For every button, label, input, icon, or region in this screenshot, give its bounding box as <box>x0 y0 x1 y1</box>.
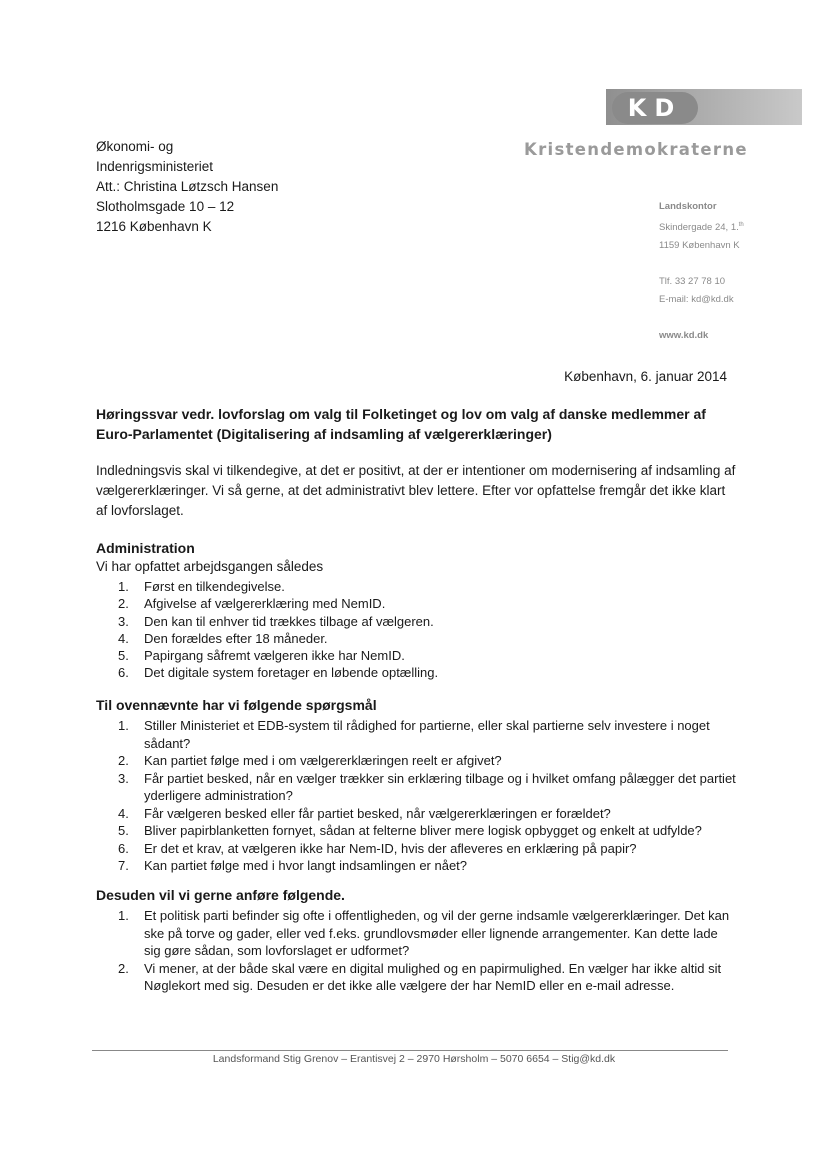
section-subtitle: Vi har opfattet arbejdsgangen således <box>96 559 324 574</box>
office-street: Skindergade 24, 1. <box>659 222 739 234</box>
office-web: www.kd.dk <box>659 330 709 342</box>
list-item: 1. Stiller Ministeriet et EDB-system til rådighed for partierne, eller skal partierne selv investere i noget sådant? <box>118 718 710 751</box>
list-item: 3. Den kan til enhver tid trækkes tilbage af vælgeren. <box>118 613 434 629</box>
list-item: 3. Får partiet besked, når en vælger trækker sin erklæring tilbage og i hvilket omfang pålægger det partiet yderligere administration? <box>118 770 736 803</box>
section-title-questions: Til ovennævnte har vi følgende spørgsmål <box>96 697 377 713</box>
list-item: 7. Kan partiet følge med i hvor langt indsamlingen er nået? <box>118 858 468 873</box>
office-city: 1159 København K <box>659 240 740 252</box>
office-phone: Tlf. 33 27 78 10 <box>659 276 726 288</box>
list-item: 5. Papirgang såfremt vælgeren ikke har NemID. <box>118 648 405 664</box>
office-floor: th <box>738 222 744 228</box>
office-street-line <box>659 216 744 237</box>
party-name: Kristendemokraterne <box>524 140 748 159</box>
list-item: 2. Afgivelse af vælgererklæring med NemID. <box>118 596 386 612</box>
list-item: 1. Først en tilkendegivelse. <box>118 579 285 594</box>
footer-contact: Landsformand Stig Grenov – Erantisvej 2 – 2970 Hørsholm – 5070 6654 – Stig@kd.dk <box>212 1053 616 1065</box>
letter-heading: Høringssvar vedr. lovforslag om valg til Folketinget og lov om valg af danske medlemmer af Euro-Parlamentet (Digitalisering af indsamling af vælgererklæringer) <box>96 406 706 442</box>
date-line: København, 6. januar 2014 <box>564 369 727 384</box>
section-title-additional: Desuden vil vi gerne anføre følgende. <box>96 887 345 903</box>
recipient-line: Indenrigsministeriet <box>96 159 214 174</box>
list-item: 4. Den forældes efter 18 måneder. <box>118 630 328 646</box>
intro-paragraph: Indledningsvis skal vi tilkendegive, at det er positivt, at der er intentioner om modernisering af indsamling af vælgererklæringer. Vi så gerne, at det administrativt blev lettere. Efter vor opfattelse fremgår det ikke klart af lovforslaget. <box>96 463 736 518</box>
recipient-line: Att.: Christina Løtzsch Hansen <box>96 179 279 194</box>
administration-list <box>96 578 736 682</box>
office-email: E-mail: kd@kd.dk <box>659 294 734 306</box>
recipient-line: Økonomi- og <box>96 139 174 154</box>
recipient-line: 1216 København K <box>96 219 212 234</box>
footer-divider <box>92 1050 728 1051</box>
section-title-administration: Administration <box>96 540 195 556</box>
list-item: 2. Kan partiet følge med i om vælgererklæringen reelt er afgivet? <box>118 753 502 768</box>
office-title: Landskontor <box>659 201 717 212</box>
recipient-address <box>96 137 278 237</box>
list-item: 6. Er det et krav, at vælgeren ikke har Nem-ID, hvis der afleveres en erklæring på papir? <box>118 840 637 856</box>
office-contact <box>659 198 744 345</box>
list-item: 6. Det digitale system foretager en løbende optælling. <box>118 665 439 681</box>
additional-list <box>96 907 736 995</box>
logo-letters: KD <box>627 94 683 122</box>
list-item: 1. Et politisk parti befinder sig ofte i offentligheden, og vil der gerne indsamle vælgererklæringer. Det kan ske på torve og gader, eller ved f.eks. grundlovsmøder eller lignende arrangementer. Kan dette lade sig gøre sådan, som lovforslaget er udformet? <box>118 908 730 958</box>
list-item: 5. Bliver papirblanketten fornyet, sådan at felterne bliver mere logisk opbygget og enkelt at udfylde? <box>118 823 702 838</box>
recipient-line: Slotholmsgade 10 – 12 <box>96 199 235 214</box>
list-item: 2. Vi mener, at der både skal være en digital mulighed og en papirmulighed. En vælger har ikke altid sit Nøglekort med sig. Desuden er det ikke alle vælgere der har NemID eller en e-mail adresse. <box>118 960 722 993</box>
list-item: 4. Får vælgeren besked eller får partiet besked, når vælgererklæringen er forældet? <box>118 805 611 821</box>
questions-list <box>96 717 736 875</box>
